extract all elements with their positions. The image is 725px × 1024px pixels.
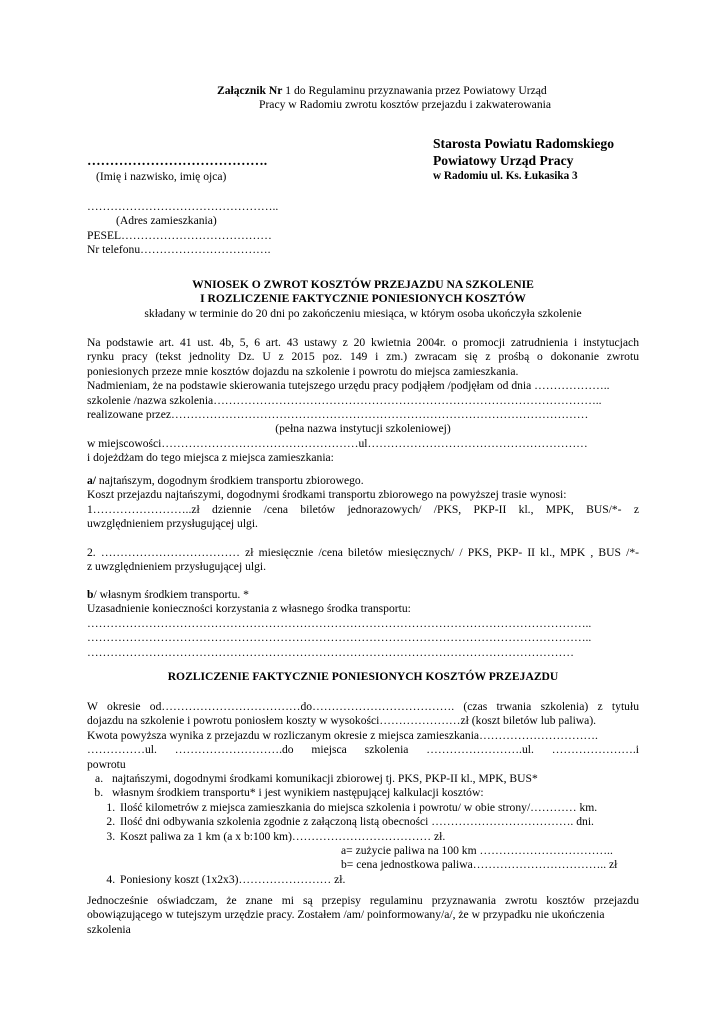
justification-field-2[interactable]: ………………………………………………………………………………………………………………….. (87, 631, 592, 645)
option-a-text: najtańszym, dogodnym środkiem transportu zbiorowego. (96, 474, 364, 487)
fuel-consumption-row (87, 844, 639, 858)
training-place-field[interactable]: w miejscowości……………………………………………ul………………………………………………… (87, 436, 588, 450)
km-field[interactable]: 1. Ilość kilometrów z miejsca zamieszkania do miejsca szkolenia i powrotu/ w obie strony/………… km. (118, 801, 639, 815)
annex-line-2: Pracy w Radomiu zwrotu kosztów przejazdu i zakwaterowania (259, 98, 551, 112)
option-a-label: a/ (87, 474, 97, 487)
period-field[interactable]: W okresie od………………………………do………………………………. (czas trwania szkolenia) z tytułu (87, 700, 639, 713)
cost-total-list (87, 873, 639, 887)
settlement-heading-block (87, 670, 639, 684)
cost-calculation-list (87, 801, 639, 844)
applicant-name-caption: (Imię i nazwisko, imię ojca) (96, 169, 227, 183)
pesel-field[interactable]: PESEL………………………………… (87, 228, 272, 242)
daily-cost-note: uwzględnieniem przysługującej ulgi. (87, 517, 258, 531)
option-b-label: b (87, 588, 94, 601)
form-subtitle: składany w terminie do 20 dni po zakończeniu miesiąca, w którym osoba ukończyła szkolenie (144, 306, 582, 320)
form-title-line-2: I ROZLICZENIE FAKTYCZNIE PONIESIONYCH KOSZTÓW (200, 292, 526, 306)
option-a-cost-intro: Koszt przejazdu najtańszymi, dogodnymi środkami transportu zbiorowego na powyższej trasie wynosi: (87, 488, 567, 502)
option-b-heading (87, 588, 639, 602)
intro-line-1: Na podstawie art. 41 ust. 4b, 5, 6 art. 43 ustawy z 20 kwietnia 2004r. o promocji zatrudnienia i instytucjach (87, 336, 639, 349)
total-cost-field[interactable]: 4. Poniesiony koszt (1x2x3)…………………… zł. (118, 873, 639, 887)
institution-caption: (pełna nazwa instytucji szkoleniowej) (275, 422, 451, 436)
applicant-address-block (87, 200, 387, 258)
fuel-consumption-field[interactable]: a= zużycie paliwa na 100 km …………………………….. (341, 844, 613, 858)
declaration-section (87, 894, 639, 937)
form-title-line-1: WNIOSEK O ZWROT KOSZTÓW PRZEJAZDU NA SZKOLENIE (192, 278, 534, 291)
daily-cost-field[interactable]: 1……………………..zł dziennie /cena biletów jednorazowych/ /PKS, PKP-II kl., MPK, BUS/*- z (87, 502, 639, 516)
address-field[interactable]: ………………………………………….. (87, 200, 279, 213)
monthly-cost-field[interactable]: 2. ……………………………… zł miesięcznie /cena biletów miesięcznych/ / PKS, PKP- II kl., MPK , BUS /*- (87, 546, 639, 560)
office-block (433, 136, 663, 183)
route-origin-field[interactable]: Kwota powyższa wynika z przejazdu w rozliczanym okresie z miejsca zamieszkania…………………………. (87, 728, 598, 742)
settlement-section (87, 700, 639, 887)
fuel-cost-per-km-field[interactable]: 3. Koszt paliwa za 1 km (a x b:100 km)……………………………… zł. (118, 830, 639, 844)
transport-public-item: a. najtańszymi, dogodnymi środkami komunikacji zbiorowej tj. PKS, PKP-II kl., MPK, BUS* (106, 772, 639, 786)
transport-own-item: b. własnym środkiem transportu* i jest wynikiem następującej kalkulacji kosztów: (106, 786, 639, 800)
annex-label: Załącznik Nr (217, 84, 283, 97)
days-field[interactable]: 2. Ilość dni odbywania szkolenia zgodnie z załączoną listą obecności ………………………………. dni. (118, 815, 639, 829)
applicant-name-field[interactable]: …………………………………. (87, 153, 268, 168)
declaration-line-2: obowiązującego w tutejszym urzędzie pracy. Zostałem /am/ poinformowany/a/, że w przypadku nie ukończenia (87, 908, 605, 922)
annex-header (87, 84, 639, 113)
office-line-2: Powiatowy Urząd Pracy (433, 152, 574, 168)
intro-section (87, 336, 639, 466)
annex-line-1 (87, 84, 639, 98)
annex-line-1-text: 1 do Regulaminu przyznawania przez Powiatowy Urząd (282, 84, 547, 97)
commute-line: i dojeżdżam do tego miejsca z miejsca zamieszkania: (87, 451, 334, 465)
form-heading (87, 278, 639, 321)
option-a-heading (87, 474, 639, 488)
route-street-field[interactable]: ……………ul. ……………………….do miejsca szkolenia …………………….ul. ………………….i (87, 743, 639, 757)
training-name-field[interactable]: szkolenie /nazwa szkolenia……………………………………………………………………………………….. (87, 393, 602, 407)
intro-line-2: rynku pracy (tekst jednolity Dz. U z 2015 poz. 149 i zm.) zwracam się z prośbą o dokonanie zwrotu (87, 350, 639, 364)
start-date-field[interactable]: Nadmieniam, że na podstawie skierowania tutejszego urzędu pracy podjąłem /podjęłam od dnia ……………….. (87, 379, 610, 393)
monthly-cost-note: z uwzględnieniem przysługującej ulgi. (87, 560, 267, 574)
intro-line-3: poniesionych przeze mnie kosztów dojazdu na szkolenie i powrotu do miejsca zamieszkania. (87, 364, 519, 378)
option-b-text: / własnym środkiem transportu. * (93, 588, 249, 601)
applicant-name-block (87, 153, 387, 184)
office-line-3: w Radomiu ul. Ks. Łukasika 3 (433, 170, 578, 182)
fuel-price-field[interactable]: b= cena jednostkowa paliwa…………………………….. zł (341, 858, 618, 872)
declaration-line-3: szkolenia (87, 922, 131, 936)
phone-field[interactable]: Nr telefonu……………………………. (87, 243, 271, 257)
settlement-heading: ROZLICZENIE FAKTYCZNIE PONIESIONYCH KOSZTÓW PRZEJAZDU (167, 670, 559, 683)
incurred-cost-field[interactable]: dojazdu na szkolenie i powrotu poniosłem koszty w wysokości…………………zł (koszt biletów lub paliwa). (87, 714, 597, 728)
declaration-line-1: Jednocześnie oświadczam, że znane mi są przepisy regulaminu przyznawania zwrotu kosztów przejazdu (87, 894, 639, 907)
justification-field-1[interactable]: ………………………………………………………………………………………………………………….. (87, 616, 592, 630)
fuel-price-row (87, 858, 639, 872)
justification-label: Uzasadnienie konieczności korzystania z własnego środka transportu: (87, 602, 411, 616)
justification-field-3[interactable]: ……………………………………………………………………………………………………………… (87, 645, 574, 659)
option-b-section (87, 588, 639, 660)
training-provider-field[interactable]: realizowane przez……………………………………………………………………………………………… (87, 408, 589, 422)
transport-type-list (87, 772, 639, 801)
office-line-1: Starosta Powiatu Radomskiego (433, 136, 615, 151)
return-label: powrotu (87, 757, 126, 771)
option-a-section (87, 474, 639, 575)
address-caption: (Adres zamieszkania) (116, 214, 217, 228)
